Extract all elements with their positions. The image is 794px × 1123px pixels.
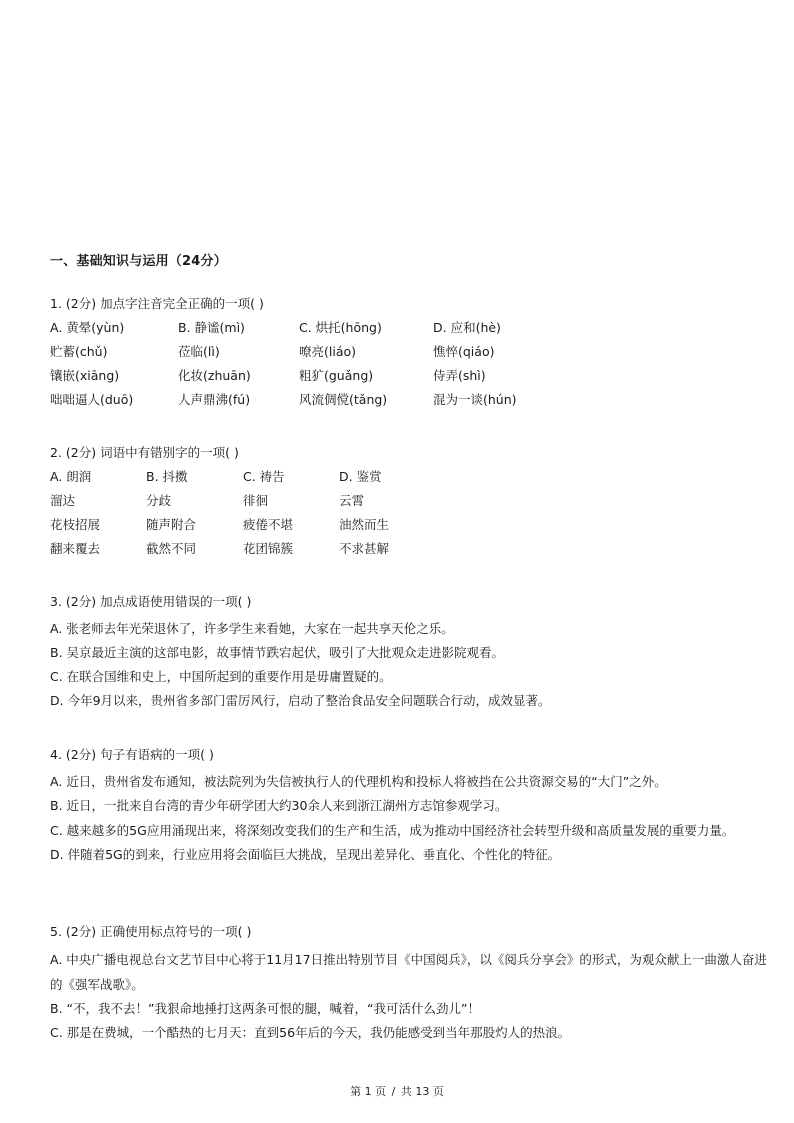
section-title: 一、基础知识与运用（24分）	[50, 254, 227, 269]
word-cell: 徘徊	[243, 493, 269, 508]
question-3-title	[50, 590, 770, 614]
word-cell: 粗犷(guǎng)	[299, 368, 374, 383]
question-3-stem: 加点成语使用错误的一项( )	[100, 594, 252, 609]
option-a: A. 近日，贵州省发布通知，被法院列为失信被执行人的代理机构和投标人将被挡在公共资源交易的“大门”之外。	[50, 774, 667, 789]
option-c: C. 烘托(hōng)	[299, 320, 382, 335]
word-cell: 分歧	[146, 493, 172, 508]
option-d: D. 今年9月以来，贵州省多部门雷厉风行，启动了整治食品安全问题联合行动，成效显著。	[50, 693, 551, 708]
word-cell: 人声鼎沸(fú)	[178, 392, 251, 407]
word-cell: 花团锦簇	[243, 541, 294, 556]
word-cell: 翻来覆去	[50, 541, 101, 556]
option-c: C. 祷告	[243, 469, 285, 484]
question-1-number: 1.	[50, 296, 62, 311]
word-cell: 不求甚解	[339, 541, 390, 556]
question-2-row	[50, 537, 770, 561]
question-2-row	[50, 465, 770, 489]
question-1-stem: 加点字注音完全正确的一项( )	[100, 296, 264, 311]
question-2-score: (2分)	[65, 445, 97, 460]
option-a: A. 中央广播电视总台文艺节目中心将于11月17日推出特别节目《中国阅兵》，以《阅兵分享会》的形式，为观众献上一曲激人奋进的《强军战歌》。	[50, 952, 767, 992]
option-d: D. 鉴赏	[339, 469, 382, 484]
total-pages: 共 13 页	[400, 1085, 444, 1098]
page-separator: /	[391, 1085, 396, 1098]
option-d: D. 伴随着5G的到来，行业应用将会面临巨大挑战，呈现出差异化、垂直化、个性化的特征。	[50, 847, 561, 862]
word-cell: 溜达	[50, 493, 76, 508]
question-3-score: (2分)	[65, 594, 97, 609]
question-2-stem: 词语中有错别字的一项( )	[100, 445, 239, 460]
option-d: D. 应和(hè)	[433, 320, 501, 335]
question-2-row	[50, 513, 770, 537]
option-a: A. 黄晕(yùn)	[50, 320, 125, 335]
word-cell: 风流倜傥(tǎng)	[299, 392, 388, 407]
option-c: C. 那是在费城，一个酷热的七月天：直到56年后的今天，我仍能感受到当年那股灼人的热浪。	[50, 1025, 571, 1040]
option-a: A. 张老师去年光荣退休了，许多学生来看她，大家在一起共享天伦之乐。	[50, 621, 454, 636]
word-cell: 截然不同	[146, 541, 197, 556]
question-4-score: (2分)	[65, 747, 97, 762]
question-5-number: 5.	[50, 924, 62, 939]
option-b: B. “不，我不去！”我狠命地捶打这两条可恨的腿，喊着，“我可活什么劲儿”！	[50, 1001, 480, 1016]
question-1-row	[50, 364, 770, 388]
word-cell: 嘹亮(liáo)	[299, 344, 357, 359]
word-cell: 云霄	[339, 493, 365, 508]
question-1-title	[50, 292, 770, 316]
option-b: B. 吴京最近主演的这部电影，故事情节跌宕起伏，吸引了大批观众走进影院观看。	[50, 645, 505, 660]
option-b: B. 静谧(mì)	[178, 320, 245, 335]
question-3	[50, 590, 770, 713]
word-cell: 莅临(lì)	[178, 344, 220, 359]
page-footer	[0, 1083, 794, 1099]
word-cell: 混为一谈(hún)	[433, 392, 517, 407]
option-c: C. 在联合国维和史上，中国所起到的重要作用是毋庸置疑的。	[50, 669, 392, 684]
option-b: B. 抖擞	[146, 469, 188, 484]
word-cell: 镶嵌(xiāng)	[50, 368, 120, 383]
word-cell: 花枝招展	[50, 517, 101, 532]
word-cell: 疲倦不堪	[243, 517, 294, 532]
word-cell: 侍弄(shì)	[433, 368, 486, 383]
question-5-title	[50, 920, 770, 944]
question-2-number: 2.	[50, 445, 62, 460]
question-2-row	[50, 489, 770, 513]
question-5-score: (2分)	[65, 924, 97, 939]
question-4-number: 4.	[50, 747, 62, 762]
question-1-score: (2分)	[65, 296, 97, 311]
option-a: A. 朗润	[50, 469, 92, 484]
question-4-stem: 句子有语病的一项( )	[100, 747, 214, 762]
word-cell: 化妆(zhuān)	[178, 368, 251, 383]
word-cell: 随声附合	[146, 517, 197, 532]
word-cell: 憔悴(qiáo)	[433, 344, 495, 359]
question-2	[50, 441, 770, 561]
question-4-title	[50, 743, 770, 767]
question-1-row	[50, 316, 770, 340]
question-1	[50, 292, 770, 412]
question-5	[50, 920, 770, 1045]
word-cell: 油然而生	[339, 517, 390, 532]
question-1-row	[50, 388, 770, 412]
option-b: B. 近日，一批来自台湾的青少年研学团大约30余人来到浙江湖州方志馆参观学习。	[50, 798, 508, 813]
page-number: 第 1 页	[350, 1085, 387, 1098]
question-4	[50, 743, 770, 867]
option-c: C. 越来越多的5G应用涌现出来，将深刻改变我们的生产和生活，成为推动中国经济社会转型升级和高质量发展的重要力量。	[50, 823, 735, 838]
question-5-stem: 正确使用标点符号的一项( )	[100, 924, 252, 939]
question-2-title	[50, 441, 770, 465]
question-3-number: 3.	[50, 594, 62, 609]
question-1-row	[50, 340, 770, 364]
word-cell: 咄咄逼人(duō)	[50, 392, 134, 407]
word-cell: 贮蓄(chǔ)	[50, 344, 108, 359]
